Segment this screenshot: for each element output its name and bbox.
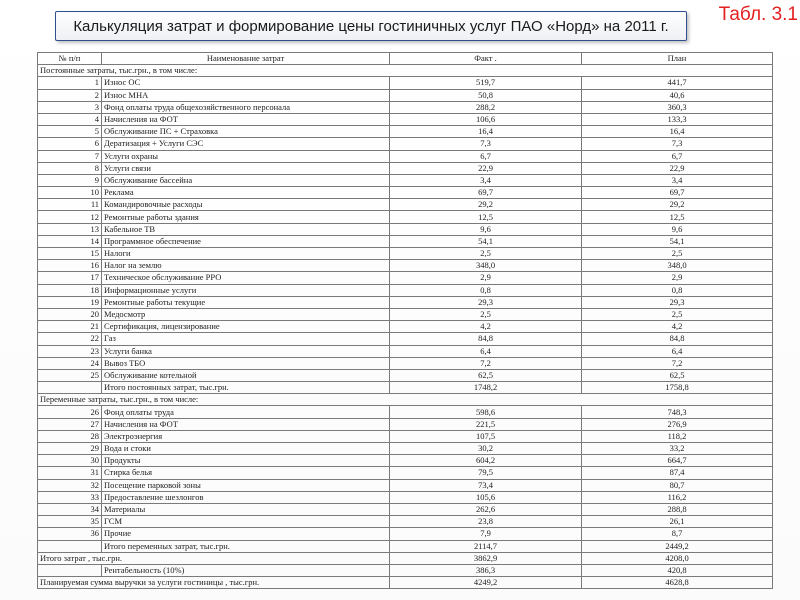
row-number: 16 xyxy=(38,260,102,272)
row-number: 26 xyxy=(38,406,102,418)
table-row xyxy=(38,308,773,320)
table-row xyxy=(38,126,773,138)
table-body xyxy=(38,65,773,589)
row-fact-value: 50,8 xyxy=(390,89,582,101)
header-fact: Факт . xyxy=(390,53,582,65)
table-row xyxy=(38,528,773,540)
header-num: № п/п xyxy=(38,53,102,65)
row-number: 15 xyxy=(38,248,102,260)
table-header-row xyxy=(38,53,773,65)
row-number: 20 xyxy=(38,308,102,320)
table-row xyxy=(38,77,773,89)
row-fact-value: 69,7 xyxy=(390,187,582,199)
row-fact-value: 598,6 xyxy=(390,406,582,418)
row-fact-value: 4,2 xyxy=(390,321,582,333)
row-plan-value: 2,5 xyxy=(582,308,773,320)
row-name: Газ xyxy=(102,333,390,345)
cost-calculation-table xyxy=(37,52,773,589)
row-plan-value: 116,2 xyxy=(582,491,773,503)
row-number: 21 xyxy=(38,321,102,333)
row-name: Вывоз ТБО xyxy=(102,357,390,369)
row-fact-value: 2,5 xyxy=(390,248,582,260)
row-plan-value: 276,9 xyxy=(582,418,773,430)
fixed-costs-total-row-fact: 1748,2 xyxy=(390,382,582,394)
table-row xyxy=(38,455,773,467)
row-name: Медосмотр xyxy=(102,308,390,320)
row-plan-value: 118,2 xyxy=(582,430,773,442)
row-fact-value: 3,4 xyxy=(390,174,582,186)
row-number: 22 xyxy=(38,333,102,345)
row-number: 7 xyxy=(38,150,102,162)
table-row xyxy=(38,113,773,125)
row-name: Прочие xyxy=(102,528,390,540)
row-plan-value: 29,3 xyxy=(582,296,773,308)
variable-costs-total-row-plan: 2449,2 xyxy=(582,540,773,552)
row-number: 9 xyxy=(38,174,102,186)
row-fact-value: 62,5 xyxy=(390,369,582,381)
table-row xyxy=(38,296,773,308)
row-name: Налоги xyxy=(102,248,390,260)
row-name: Обслуживание котельной xyxy=(102,369,390,381)
header-plan: План xyxy=(582,53,773,65)
row-plan-value: 441,7 xyxy=(582,77,773,89)
table-row xyxy=(38,187,773,199)
variable-costs-total-row xyxy=(38,540,773,552)
row-fact-value: 7,9 xyxy=(390,528,582,540)
row-fact-value: 221,5 xyxy=(390,418,582,430)
row-number: 10 xyxy=(38,187,102,199)
row-plan-value: 29,2 xyxy=(582,199,773,211)
row-number: 27 xyxy=(38,418,102,430)
row-number: 36 xyxy=(38,528,102,540)
row-name: Обслуживание бассейна xyxy=(102,174,390,186)
row-fact-value: 7,2 xyxy=(390,357,582,369)
row-plan-value: 80,7 xyxy=(582,479,773,491)
table-row xyxy=(38,150,773,162)
table-row xyxy=(38,479,773,491)
row-plan-value: 6,7 xyxy=(582,150,773,162)
table-row xyxy=(38,138,773,150)
row-name: Продукты xyxy=(102,455,390,467)
row-name: Начисления на ФОТ xyxy=(102,113,390,125)
table-row xyxy=(38,357,773,369)
table-row xyxy=(38,174,773,186)
row-number: 18 xyxy=(38,284,102,296)
row-name: Налог на землю xyxy=(102,260,390,272)
row-number: 8 xyxy=(38,162,102,174)
variable-costs-section xyxy=(38,394,773,406)
row-fact-value: 84,8 xyxy=(390,333,582,345)
profitability-row-fact: 386,3 xyxy=(390,564,582,576)
row-name: Командировочные расходы xyxy=(102,199,390,211)
row-number: 6 xyxy=(38,138,102,150)
row-plan-value: 16,4 xyxy=(582,126,773,138)
row-plan-value: 22,9 xyxy=(582,162,773,174)
row-number: 5 xyxy=(38,126,102,138)
empty-cell xyxy=(38,540,102,552)
table-row xyxy=(38,467,773,479)
row-fact-value: 29,2 xyxy=(390,199,582,211)
row-fact-value: 30,2 xyxy=(390,443,582,455)
row-fact-value: 519,7 xyxy=(390,77,582,89)
row-fact-value: 12,5 xyxy=(390,211,582,223)
row-plan-value: 69,7 xyxy=(582,187,773,199)
variable-costs-total-row-fact: 2114,7 xyxy=(390,540,582,552)
row-number: 19 xyxy=(38,296,102,308)
variable-costs-total-row-label: Итого переменных затрат, тыс.грн. xyxy=(102,540,390,552)
row-number: 13 xyxy=(38,223,102,235)
row-number: 12 xyxy=(38,211,102,223)
row-number: 31 xyxy=(38,467,102,479)
row-fact-value: 9,6 xyxy=(390,223,582,235)
row-plan-value: 12,5 xyxy=(582,211,773,223)
row-number: 24 xyxy=(38,357,102,369)
row-plan-value: 2,5 xyxy=(582,248,773,260)
row-name: ГСМ xyxy=(102,516,390,528)
table-row xyxy=(38,272,773,284)
row-plan-value: 348,0 xyxy=(582,260,773,272)
row-name: Вода и стоки xyxy=(102,443,390,455)
row-plan-value: 2,9 xyxy=(582,272,773,284)
row-fact-value: 29,3 xyxy=(390,296,582,308)
table-row xyxy=(38,418,773,430)
row-name: Материалы xyxy=(102,503,390,515)
planned-revenue-row-plan: 4628,8 xyxy=(582,577,773,589)
table-row xyxy=(38,199,773,211)
table-row xyxy=(38,321,773,333)
row-fact-value: 0,8 xyxy=(390,284,582,296)
empty-cell xyxy=(38,382,102,394)
row-name: Начисления на ФОТ xyxy=(102,418,390,430)
row-number: 23 xyxy=(38,345,102,357)
row-fact-value: 262,6 xyxy=(390,503,582,515)
row-fact-value: 106,6 xyxy=(390,113,582,125)
row-name: Дератизация + Услуги СЭС xyxy=(102,138,390,150)
table-row xyxy=(38,333,773,345)
table-number-label: Табл. 3.1 xyxy=(718,4,798,25)
row-fact-value: 79,5 xyxy=(390,467,582,479)
profitability-row-label: Рентабельность (10%) xyxy=(102,564,390,576)
fixed-costs-total-row xyxy=(38,382,773,394)
row-name: Услуги охраны xyxy=(102,150,390,162)
table-row xyxy=(38,101,773,113)
row-fact-value: 22,9 xyxy=(390,162,582,174)
table-row xyxy=(38,443,773,455)
row-plan-value: 0,8 xyxy=(582,284,773,296)
table-row xyxy=(38,430,773,442)
table-row xyxy=(38,235,773,247)
row-name: Услуги банка xyxy=(102,345,390,357)
row-name: Фонд оплаты труда xyxy=(102,406,390,418)
row-number: 3 xyxy=(38,101,102,113)
row-plan-value: 62,5 xyxy=(582,369,773,381)
row-name: Ремонтные работы здания xyxy=(102,211,390,223)
row-plan-value: 8,7 xyxy=(582,528,773,540)
row-plan-value: 748,3 xyxy=(582,406,773,418)
row-fact-value: 6,4 xyxy=(390,345,582,357)
row-plan-value: 54,1 xyxy=(582,235,773,247)
total-costs-row xyxy=(38,552,773,564)
row-plan-value: 84,8 xyxy=(582,333,773,345)
row-fact-value: 348,0 xyxy=(390,260,582,272)
table-row xyxy=(38,369,773,381)
row-name: Стирка белья xyxy=(102,467,390,479)
table-row xyxy=(38,345,773,357)
row-number: 28 xyxy=(38,430,102,442)
row-plan-value: 87,4 xyxy=(582,467,773,479)
row-plan-value: 9,6 xyxy=(582,223,773,235)
variable-costs-section-label: Переменные затраты, тыс.грн., в том числе: xyxy=(38,394,773,406)
row-fact-value: 73,4 xyxy=(390,479,582,491)
total-costs-row-plan: 4208,0 xyxy=(582,552,773,564)
row-name: Обслуживание ПС + Страховка xyxy=(102,126,390,138)
row-name: Услуги связи xyxy=(102,162,390,174)
row-number: 1 xyxy=(38,77,102,89)
slide-title-text: Калькуляция затрат и формирование цены гостиничных услуг ПАО «Норд» на 2011 г. xyxy=(73,17,669,35)
table-row xyxy=(38,260,773,272)
row-plan-value: 360,3 xyxy=(582,101,773,113)
row-name: Износ ОС xyxy=(102,77,390,89)
table-row xyxy=(38,89,773,101)
row-name: Сертификация, лицензирование xyxy=(102,321,390,333)
row-fact-value: 2,9 xyxy=(390,272,582,284)
fixed-costs-total-row-plan: 1758,8 xyxy=(582,382,773,394)
fixed-costs-section-label: Постоянные затраты, тыс.грн., в том числе: xyxy=(38,65,773,77)
row-name: Программное обеспечение xyxy=(102,235,390,247)
row-plan-value: 7,3 xyxy=(582,138,773,150)
row-plan-value: 3,4 xyxy=(582,174,773,186)
total-costs-row-fact: 3862,9 xyxy=(390,552,582,564)
row-number: 4 xyxy=(38,113,102,125)
empty-cell xyxy=(38,564,102,576)
fixed-costs-total-row-label: Итого постоянных затрат, тыс.грн. xyxy=(102,382,390,394)
row-name: Информационные услуги xyxy=(102,284,390,296)
row-fact-value: 604,2 xyxy=(390,455,582,467)
row-name: Предоставление шезлонгов xyxy=(102,491,390,503)
row-plan-value: 133,3 xyxy=(582,113,773,125)
slide-title xyxy=(55,11,687,41)
table-row xyxy=(38,162,773,174)
planned-revenue-row-fact: 4249,2 xyxy=(390,577,582,589)
row-fact-value: 54,1 xyxy=(390,235,582,247)
table-row xyxy=(38,284,773,296)
row-plan-value: 4,2 xyxy=(582,321,773,333)
profitability-row xyxy=(38,564,773,576)
table-row xyxy=(38,223,773,235)
row-plan-value: 664,7 xyxy=(582,455,773,467)
total-costs-row-label: Итого затрат , тыс.грн. xyxy=(38,552,390,564)
row-number: 34 xyxy=(38,503,102,515)
row-name: Электроэнергия xyxy=(102,430,390,442)
row-number: 32 xyxy=(38,479,102,491)
planned-revenue-row xyxy=(38,577,773,589)
row-fact-value: 105,6 xyxy=(390,491,582,503)
row-name: Техническое обслуживание РРО xyxy=(102,272,390,284)
table-row xyxy=(38,406,773,418)
row-plan-value: 33,2 xyxy=(582,443,773,455)
table-row xyxy=(38,503,773,515)
row-number: 33 xyxy=(38,491,102,503)
row-number: 30 xyxy=(38,455,102,467)
row-plan-value: 7,2 xyxy=(582,357,773,369)
row-plan-value: 6,4 xyxy=(582,345,773,357)
row-fact-value: 2,5 xyxy=(390,308,582,320)
header-name: Наименование затрат xyxy=(102,53,390,65)
row-number: 35 xyxy=(38,516,102,528)
row-plan-value: 288,8 xyxy=(582,503,773,515)
row-plan-value: 40,6 xyxy=(582,89,773,101)
row-number: 25 xyxy=(38,369,102,381)
fixed-costs-section xyxy=(38,65,773,77)
row-number: 17 xyxy=(38,272,102,284)
row-name: Износ МНА xyxy=(102,89,390,101)
row-plan-value: 26,1 xyxy=(582,516,773,528)
row-name: Посещение парковой зоны xyxy=(102,479,390,491)
row-fact-value: 16,4 xyxy=(390,126,582,138)
row-fact-value: 288,2 xyxy=(390,101,582,113)
row-number: 14 xyxy=(38,235,102,247)
row-fact-value: 23,8 xyxy=(390,516,582,528)
table-row xyxy=(38,248,773,260)
planned-revenue-row-label: Планируемая сумма выручки за услуги гостиницы , тыс.грн. xyxy=(38,577,390,589)
table-row xyxy=(38,516,773,528)
row-name: Фонд оплаты труда общехозяйственного персонала xyxy=(102,101,390,113)
row-number: 29 xyxy=(38,443,102,455)
row-fact-value: 6,7 xyxy=(390,150,582,162)
row-number: 2 xyxy=(38,89,102,101)
row-fact-value: 7,3 xyxy=(390,138,582,150)
row-name: Реклама xyxy=(102,187,390,199)
table-row xyxy=(38,491,773,503)
table-row xyxy=(38,211,773,223)
row-number: 11 xyxy=(38,199,102,211)
row-name: Ремонтные работы текущие xyxy=(102,296,390,308)
row-name: Кабельное ТВ xyxy=(102,223,390,235)
row-fact-value: 107,5 xyxy=(390,430,582,442)
profitability-row-plan: 420,8 xyxy=(582,564,773,576)
